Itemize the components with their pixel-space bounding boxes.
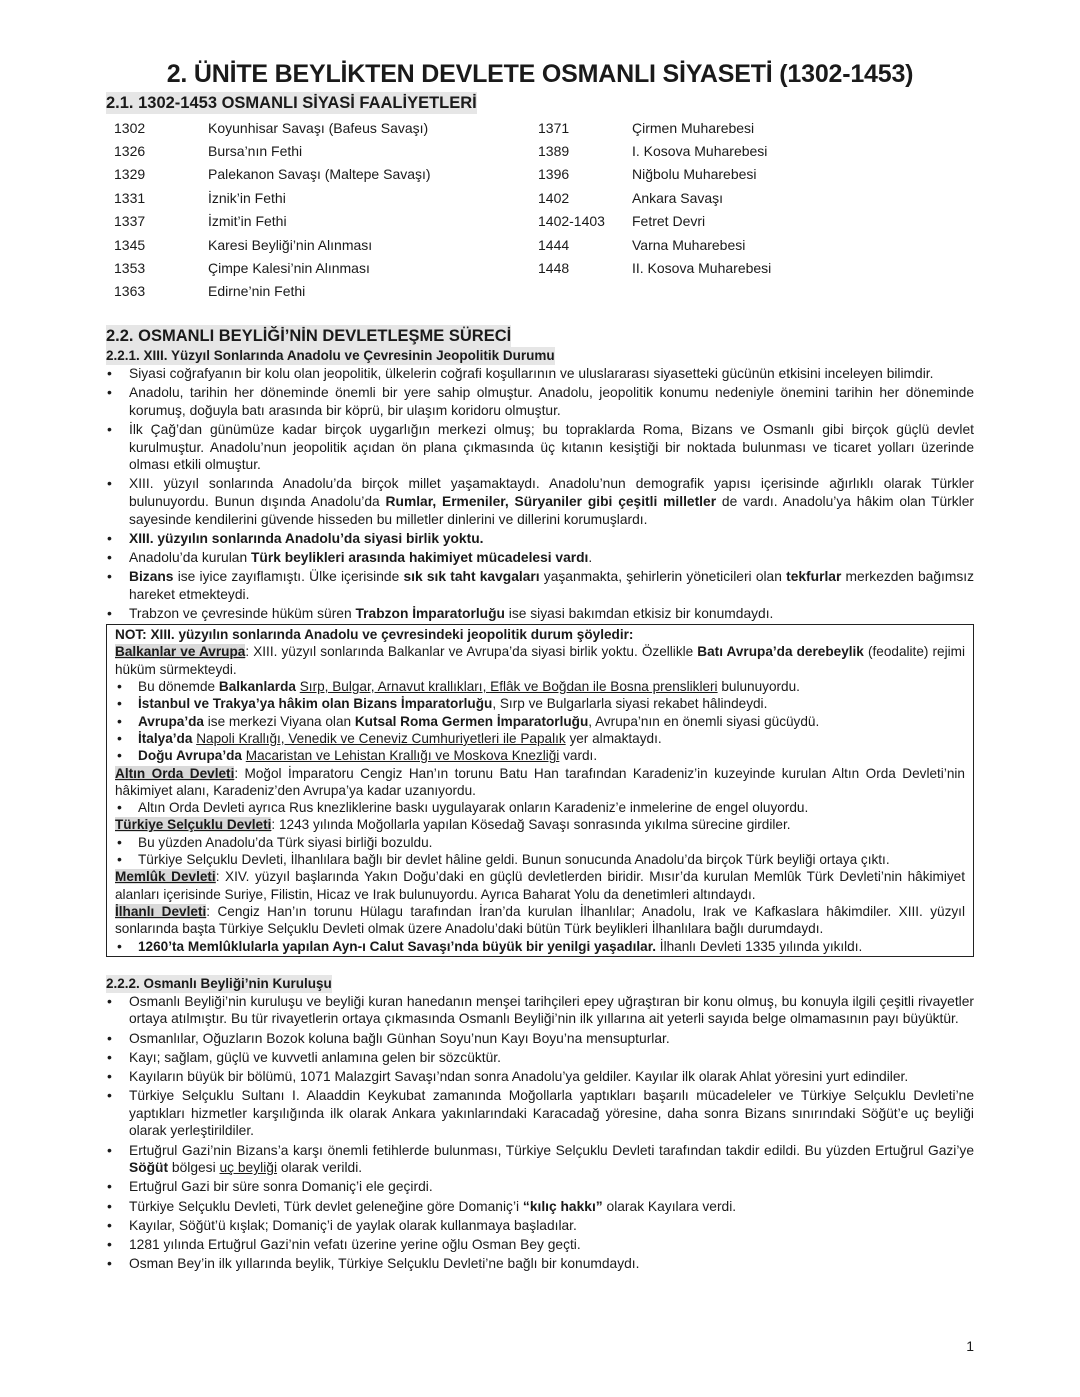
text: Ertuğrul Gazi bir süre sonra Domaniç’i ele geçirdi. <box>129 1179 433 1195</box>
event-cell: Palekanon Savaşı (Maltepe Savaşı) <box>208 166 431 183</box>
text: Türkiye Selçuklu Sultanı I. Alaaddin Keykubat zamanında Moğollarla yaptıkları başarılı mücadeleler ve Türkiye Selçuklu Devleti’ne yaptıkları hizmetler karşılığında ilk olarak Ankara yakınlarındaki Karacadağ yöresine, daha sonra Bizans sınırındaki Söğüt’e uç beyliği olarak yerleştirildiler. <box>129 1088 974 1139</box>
list-item <box>106 1236 974 1254</box>
list-item <box>115 695 965 712</box>
text: 1281 yılında Ertuğrul Gazi’nin vefatı üzerine yerine oğlu Osman Bey geçti. <box>129 1236 581 1252</box>
year-cell: 1302 <box>114 119 146 136</box>
text: yer almaktaydı. <box>565 730 662 746</box>
text: vardı. <box>559 748 598 764</box>
event-cell <box>632 280 972 303</box>
text: Kayıların büyük bir bölümü, 1071 Malazgirt Savaşı’ndan sonra Anadolu’ya geldiler. Kayılar ilk olarak Ahlat yöresini yurt edindiler. <box>129 1068 909 1084</box>
event-cell: Bursa’nın Fethi <box>208 143 303 160</box>
list-item <box>106 1087 974 1140</box>
table-row <box>114 233 972 256</box>
year-cell: 1326 <box>114 143 146 160</box>
year-cell: 1389 <box>538 143 570 160</box>
text: de vardı. Anadolu’ya hâkim olan Türkler sayesinde kendilerini güvende hisseden bu milletler dinlerini ve dillerini korumuşlardı. <box>129 494 974 527</box>
list-item <box>115 678 965 695</box>
list-item <box>115 747 965 764</box>
text-bold: Kutsal Roma Germen İmparatorluğu <box>354 713 589 729</box>
note-label: Altın Orda Devleti <box>115 765 235 781</box>
section-2-2-1-heading: 2.2.1. XIII. Yüzyıl Sonlarında Anadolu ve Çevresinin Jeopolitik Durumu <box>106 348 555 364</box>
table-row <box>114 163 972 186</box>
list-item <box>106 1049 974 1067</box>
list-item <box>115 713 965 730</box>
text-bold: İstanbul ve Trakya’ya hâkim olan Bizans İmparatorluğu <box>138 696 493 712</box>
list-item <box>106 568 974 603</box>
event-cell: Çimpe Kalesi’nin Alınması <box>208 260 370 277</box>
founding-list <box>106 993 974 1273</box>
note-list <box>115 799 965 816</box>
year-cell: 1363 <box>114 283 146 300</box>
list-item <box>115 851 965 868</box>
event-cell: İzmit’in Fethi <box>208 213 287 230</box>
text-bold: XIII. yüzyılın sonlarında Anadolu’da siyasi birlik yoktu. <box>129 530 484 546</box>
text: , Sırp ve Bulgarlarla siyasi rekabet hâlindeydi. <box>492 696 768 712</box>
text: : Moğol İmparatoru Cengiz Han’ın torunu Batu Han tarafından Karadeniz’in kuzeyinde kurulan Altın Orda Devleti’nin hâkimiyet alanı, Karadeniz’den Avrupa’ya kadar uzanıyordu. <box>115 765 965 798</box>
event-cell: İznik’in Fethi <box>208 189 286 206</box>
note-heading: NOT: XIII. yüzyılın sonlarında Anadolu ve çevresindeki jeopolitik durum şöyledir: <box>115 627 634 643</box>
year-cell <box>538 280 632 303</box>
list-item <box>106 605 974 623</box>
section-2-1-heading: 2.1. 1302-1453 OSMANLI SİYASİ FAALİYETLERİ <box>106 94 477 112</box>
table-row <box>114 256 972 279</box>
text: (feodalite) rejimi hüküm sürmekteydi. <box>115 644 965 677</box>
text-bold: Avrupa’da <box>138 713 204 729</box>
text-underline: uç beyliği <box>219 1160 278 1176</box>
page-number: 1 <box>966 1338 974 1354</box>
event-cell: I. Kosova Muharebesi <box>632 143 768 160</box>
list-item <box>106 530 974 548</box>
page-title: 2. ÜNİTE BEYLİKTEN DEVLETE OSMANLI SİYASETİ (1302-1453) <box>166 60 914 88</box>
year-cell: 1396 <box>538 166 570 183</box>
text-underline: Napoli Krallığı, Venedik ve Ceneviz Cumhuriyetleri ile Papalık <box>196 730 566 746</box>
text: olarak verildi. <box>277 1160 363 1176</box>
text: . <box>588 550 593 566</box>
chronology-table <box>114 116 972 303</box>
note-list <box>115 834 965 869</box>
text-bold: Rumlar, Ermeniler, Süryaniler gibi çeşitli milletler <box>385 494 717 510</box>
text-bold: Balkanlarda <box>218 679 296 695</box>
text-bold: Batı Avrupa’da derebeylik <box>697 644 864 660</box>
list-item <box>106 1030 974 1048</box>
text: Türkiye Selçuklu Devleti, Türk devlet geleneğine göre Domaniç’i <box>129 1198 523 1214</box>
year-cell: 1402-1403 <box>538 213 605 230</box>
event-cell: Koyunhisar Savaşı (Bafeus Savaşı) <box>208 119 429 136</box>
geopolitics-list <box>106 365 974 622</box>
year-cell: 1345 <box>114 236 146 253</box>
note-list <box>115 678 965 764</box>
list-item <box>115 834 965 851</box>
text: Siyasi coğrafyanın bir kolu olan jeopolitik, ülkelerin coğrafi koşullarının ve uluslararası siyasetteki gücünün etkisini inceleyen bilimdir. <box>129 366 934 382</box>
text: bulunuyordu. <box>717 679 800 695</box>
event-cell: Ankara Savaşı <box>632 189 724 206</box>
text: Ertuğrul Gazi’nin Bizans’a karşı önemli fetihlerde bulunması, Türkiye Selçuklu Devleti tarafından takdir edildi. Bu yüzden Ertuğrul Gazi’ye <box>129 1142 974 1158</box>
text-underline: Macaristan ve Lehistan Krallığı ve Moskova Knezliği <box>245 748 560 764</box>
text: Anadolu, tarihin her döneminde önemli bir yere sahip olmuştur. Anadolu, jeopolitik konumu nedeniyle önemini tarihin her döneminde korumuş, doğuyla batı arasında bir köprü, bir ulaşım koridoru olmuştur. <box>129 385 974 418</box>
text: : XIV. yüzyıl başlarında Yakın Doğu’daki en güçlü devletlerden biridir. Mısır’da kurulan Memlûk Türk Devleti’nin hâkimiyet alanları içerisinde Suriye, Filistin, Hicaz ve Irak bulunuyordu. Ayrıca Baharat Yolu da denetimleri altındaydı. <box>115 869 965 902</box>
text: , Avrupa’nın en önemli siyasi gücüydü. <box>588 713 820 729</box>
text-bold: sık sık taht kavgaları <box>403 569 540 585</box>
note-list <box>115 938 965 955</box>
table-row <box>114 210 972 233</box>
text: Trabzon ve çevresinde hüküm süren <box>129 606 356 621</box>
text-bold: İtalya’da <box>138 730 193 746</box>
list-item <box>106 1217 974 1235</box>
section-2-2 <box>106 325 974 1273</box>
table-row <box>114 280 972 303</box>
text: : Cengiz Han’ın torunu Hülagu tarafından İran’da kurulan İlhanlılar; Anadolu, Irak ve Kafkaslara hâkimdiler. XIII. yüzyıl sonlarında başta Türkiye Selçuklu Devleti olmak üzere Anadolu’daki bütün Türk beylikleri İlhanlılara bağlı durumdaydı. <box>115 903 965 937</box>
table-row <box>114 139 972 162</box>
note-label: Memlûk Devleti <box>115 869 216 885</box>
text: Osman Bey’in ilk yıllarında beylik, Türkiye Selçuklu Devleti’ne bağlı bir konumdaydı. <box>129 1256 640 1272</box>
text: Osmanlı Beyliği’nin kuruluşu ve beyliği kuran hanedanın menşei tarihçileri epey uğraştıran bir konu olmuş, bu konuyla ilgili çeşitli rivayetler ortaya atılmıştır. Bu tür rivayetlerin ortaya çıkmasında Osmanlı Beyliği’nin ilk yıllarına ait yeterli sayıda belge olmamasının payı büyüktür. <box>129 993 974 1027</box>
event-cell: Çirmen Muharebesi <box>632 119 755 136</box>
year-cell: 1353 <box>114 260 146 277</box>
text-bold: 1260’ta Memlûklularla yapılan Ayn-ı Calut Savaşı’nda büyük bir yenilgi yaşadılar. <box>138 938 657 954</box>
year-cell: 1337 <box>114 213 146 230</box>
note-box <box>106 624 974 957</box>
event-cell: Fetret Devri <box>632 213 706 230</box>
text: Osmanlılar, Oğuzların Bozok koluna bağlı Günhan Soyu’nun Kayı Boyu’na mensupturlar. <box>129 1030 670 1046</box>
list-item <box>106 1142 974 1177</box>
text: bölgesi <box>168 1160 220 1176</box>
text: İlhanlı Devleti 1335 yılında yıkıldı. <box>656 938 863 954</box>
list-item <box>106 993 974 1028</box>
year-cell: 1329 <box>114 166 146 183</box>
text-bold: tekfurlar <box>786 569 842 585</box>
text-bold: Türk beylikleri arasında hakimiyet mücadelesi vardı <box>250 550 589 566</box>
text: olarak Kayılara verdi. <box>602 1198 737 1214</box>
list-item <box>106 1198 974 1216</box>
text-underline: Sırp, Bulgar, Arnavut krallıkları, Eflâk ve Boğdan ile Bosna prenslikleri <box>299 679 718 695</box>
list-item <box>106 1068 974 1086</box>
list-item <box>106 549 974 567</box>
year-cell: 1444 <box>538 236 570 253</box>
list-item <box>115 938 965 955</box>
text: ise siyasi bakımdan etkisiz bir konumdaydı. <box>504 606 774 621</box>
year-cell: 1448 <box>538 260 570 277</box>
text: : 1243 yılında Moğollarla yapılan Kösedağ Savaşı sonrasında yıkılma sürecine girdiler. <box>271 817 791 833</box>
text: XIII. yüzyıl sonlarında Anadolu’da birçok millet yaşamaktaydı. Anadolu’nun demografik yapısı içerisinde ağırlıklı olarak Türkler bulunuyordu. Bunun dışında Anadolu’da <box>129 476 974 510</box>
event-cell: Niğbolu Muharebesi <box>632 166 757 183</box>
list-item <box>106 365 974 383</box>
list-item <box>106 421 974 474</box>
text: Türkiye Selçuklu Devleti, İlhanlılara bağlı bir devlet hâline geldi. Bunun sonucunda Anadolu’da birçok Türk beyliği ortaya çıktı. <box>138 852 890 868</box>
text-bold: Söğüt <box>129 1160 169 1176</box>
event-cell: Varna Muharebesi <box>632 236 746 253</box>
list-item <box>106 1255 974 1273</box>
text: Bu dönemde <box>138 679 219 695</box>
text-bold: Trabzon İmparatorluğu <box>355 606 505 621</box>
year-cell: 1371 <box>538 119 570 136</box>
text: ise merkezi Viyana olan <box>203 713 355 729</box>
event-cell: II. Kosova Muharebesi <box>632 260 772 277</box>
text: : XIII. yüzyıl sonlarında Balkanlar ve Avrupa’da siyasi birlik yoktu. Özellikle <box>245 644 698 660</box>
section-2-1 <box>106 92 974 303</box>
list-item <box>115 799 965 816</box>
text-bold: “kılıç hakkı” <box>522 1198 603 1214</box>
text: Bu yüzden Anadolu’da Türk siyasi birliği bozuldu. <box>138 834 433 850</box>
text: Kayılar, Söğüt’ü kışlak; Domaniç’i de yaylak olarak kullanmaya başladılar. <box>129 1217 577 1233</box>
table-row <box>114 116 972 139</box>
list-item <box>106 475 974 528</box>
list-item <box>106 384 974 419</box>
note-label: İlhanlı Devleti <box>115 903 207 919</box>
list-item <box>106 1178 974 1196</box>
event-cell: Karesi Beyliği’nin Alınması <box>208 236 373 253</box>
text-bold: Bizans <box>129 569 174 585</box>
text: merkezden bağımsız hareket etmekteydi. <box>129 569 974 602</box>
table-row <box>114 186 972 209</box>
text: Altın Orda Devleti ayrıca Rus knezliklerine baskı uygulayarak onların Karadeniz’e inmelerine de engel oluyordu. <box>138 800 809 816</box>
note-label: Türkiye Selçuklu Devleti <box>115 817 272 833</box>
document-page <box>106 58 974 1274</box>
section-2-2-2 <box>106 975 974 1273</box>
text: Anadolu’da kurulan <box>129 550 251 566</box>
text: İlk Çağ’dan günümüze kadar birçok uygarlığın merkezi olmuş; bu topraklarda Roma, Bizans ve Osmanlı gibi birçok güçlü devlet kurulmuştur. Anadolu’nun jeopolitik açıdan ön plana çıkmasında üç kıtanın kesiştiği bir noktada bulunması ve ticaret yolları üzerinde olması etkili olmuştur. <box>129 422 974 473</box>
year-cell: 1402 <box>538 189 570 206</box>
list-item <box>115 730 965 747</box>
section-2-2-heading: 2.2. OSMANLI BEYLİĞİ’NİN DEVLETLEŞME SÜRECİ <box>106 327 512 346</box>
text: ise iyice zayıflamıştı. Ülke içerisinde <box>173 569 404 585</box>
event-cell: Edirne’nin Fethi <box>208 283 306 300</box>
text-bold: Doğu Avrupa’da <box>138 748 242 764</box>
text: Kayı; sağlam, güçlü ve kuvvetli anlamına gelen bir sözcüktür. <box>129 1049 501 1065</box>
section-2-2-2-heading: 2.2.2. Osmanlı Beyliği’nin Kuruluşu <box>106 975 332 991</box>
note-label: Balkanlar ve Avrupa <box>115 644 246 660</box>
text: yaşanmakta, şehirlerin yöneticileri olan <box>539 569 787 585</box>
year-cell: 1331 <box>114 189 146 206</box>
